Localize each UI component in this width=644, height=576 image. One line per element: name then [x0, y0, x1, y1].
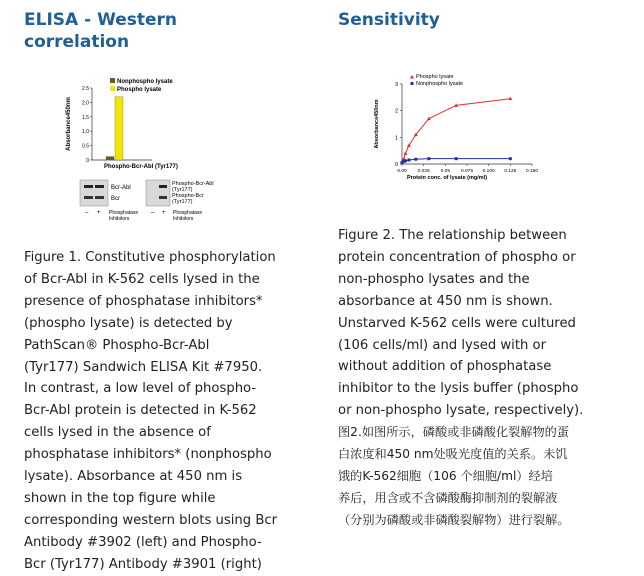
figure1-title-line1: ELISA - Western — [24, 10, 177, 30]
blot-panel-right — [146, 180, 170, 206]
figure1-western-blot — [76, 176, 236, 222]
blot-band — [159, 196, 167, 199]
x-axis-label: Protein conc. of lysate (mg/ml) — [406, 175, 488, 181]
blot-label: Phospho-Bcr — [172, 193, 204, 199]
y-tick-label: 0.5 — [82, 143, 89, 150]
bar — [115, 97, 123, 160]
blot-footer: Inhibitors — [173, 216, 194, 222]
data-point — [404, 159, 407, 162]
legend-label: Phospho lysate — [416, 74, 454, 80]
y-tick-label: 1 — [394, 135, 398, 142]
blot-label: (Tyr177) — [172, 187, 193, 193]
data-point — [407, 159, 410, 162]
blot-band — [84, 196, 93, 199]
blot-panel-left — [80, 180, 108, 206]
legend-swatch — [110, 78, 115, 83]
data-point — [403, 151, 407, 155]
blot-label: (Tyr177) — [172, 199, 193, 205]
figure1-caption: Figure 1. Constitutive phosphorylation of Bcr-Abl in K-562 cells lysed in the presence of phosphatase inhibitors* (phospho lysate) is detected by PathScan® Phospho-Bcr-Abl (Tyr177) Sandwich ELISA Kit #7950. In contrast, a low level of phospho- Bcr-Abl protein is detected in K-562 cells lysed in the absence of phosphatase inhibitors* (nonphospho lysate). Absorbance at 450 nm is shown in the top figure while corresponding western blots using Bcr Antibody #3902 (left) and Phospho- Bcr (Tyr177) Antibody #3901 (right) — [24, 250, 278, 572]
x-tick-label: 0.150 — [525, 169, 539, 174]
y-tick-label: 2.0 — [82, 100, 89, 107]
y-axis-label: Absorbance450nm — [374, 99, 380, 149]
figure2-line-chart — [368, 72, 548, 190]
data-point — [427, 157, 430, 160]
blot-label: Phospho-Bcr-Abl — [172, 181, 214, 187]
blot-lane-mark: – — [151, 210, 155, 216]
figure2-caption: Figure 2. The relationship between protein concentration of phospho or non-phospho lysates and the absorbance at 450 nm is shown. Unstarved K-562 cells were cultured (106 cells/ml) and lysed with or without addition of phosphatase inhibitor to the lysis buffer (phospho or non-phospho lysate, respectively). — [338, 228, 584, 419]
blot-lane-mark: + — [162, 210, 166, 216]
blot-label: Bcr-Abl — [111, 185, 131, 191]
y-tick-label: 1.0 — [82, 129, 89, 136]
y-tick-label: 0 — [394, 162, 398, 168]
figure1-title-line2: correlation — [24, 32, 130, 52]
data-point — [509, 157, 512, 160]
blot-lane-mark: – — [85, 210, 89, 216]
blot-footer: Phosphatase — [109, 210, 139, 216]
x-tick-label: 0.125 — [504, 169, 517, 174]
y-tick-label: 2 — [394, 108, 398, 115]
legend-swatch — [411, 82, 414, 85]
legend-label: Phospho lysate — [117, 87, 162, 93]
blot-band — [95, 185, 104, 188]
blot-footer: Phosphatase — [173, 210, 203, 216]
figure1-bar-chart — [60, 76, 210, 176]
series-line — [402, 99, 510, 163]
x-tick-label: 0.025 — [417, 169, 430, 174]
x-tick-label: 0.100 — [482, 169, 495, 174]
data-point — [414, 158, 417, 161]
bar — [106, 157, 114, 160]
blot-footer: Inhibitors — [109, 216, 130, 222]
blot-band — [159, 185, 167, 188]
legend-label: Nonphospho lysate — [117, 79, 173, 85]
x-tick-label: 0.075 — [460, 169, 474, 174]
y-axis-label: Absorbance450nm — [66, 97, 72, 151]
blot-band — [95, 196, 104, 199]
y-tick-label: 2.5 — [82, 86, 89, 92]
blot-label: Bcr — [111, 196, 120, 202]
y-tick-label: 3 — [394, 82, 398, 88]
legend-swatch — [410, 75, 414, 79]
blot-band — [84, 185, 93, 188]
figure1-title — [24, 9, 264, 53]
legend-swatch — [110, 86, 115, 91]
blot-lane-mark: + — [97, 210, 101, 216]
y-tick-label: 0 — [86, 158, 89, 164]
data-point — [455, 157, 458, 160]
legend-label: Nonphospho lysate — [416, 81, 464, 87]
x-tick-label: 0.05 — [440, 169, 451, 174]
x-tick-label: 0.00 — [397, 169, 407, 174]
figure2-title: Sensitivity — [338, 10, 440, 30]
y-tick-label: 1.5 — [82, 114, 89, 121]
figure2-caption-cn: 图2.如图所示，磷酸或非磷酸化裂解物的蛋 白浓度和450 nm处吸光度值的关系。未饥 饿的K-562细胞（106 个细胞/ml）经培 养后，用含或不含磷酸酶抑制剂的裂解液 （分别为磷酸或非磷酸裂解物）进行裂解。 — [338, 425, 570, 527]
x-axis-label: Phospho-Bcr-Abl (Tyr177) — [104, 164, 178, 170]
